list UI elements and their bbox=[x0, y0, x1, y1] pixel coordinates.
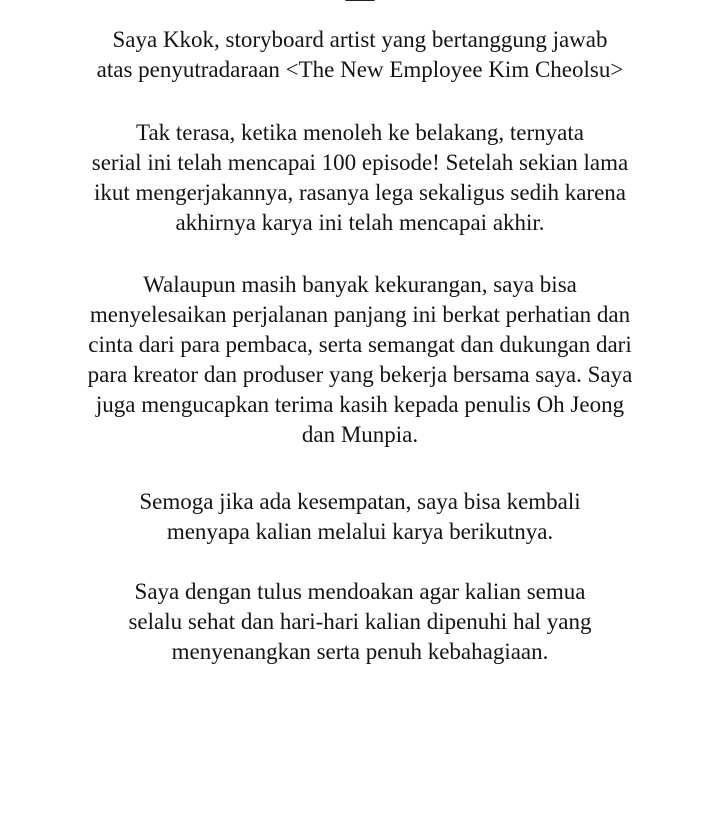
paragraph-line: juga mengucapkan terima kasih kepada penulis Oh Jeong bbox=[95, 392, 625, 417]
paragraph-5 bbox=[20, 577, 700, 667]
paragraph-line: menyenangkan serta penuh kebahagiaan. bbox=[171, 639, 549, 664]
paragraph-line: Saya dengan tulus mendoakan agar kalian semua bbox=[134, 579, 586, 604]
paragraph-line: cinta dari para pembaca, serta semangat dan dukungan dari bbox=[88, 332, 632, 357]
paragraph-line: para kreator dan produser yang bekerja bersama saya. Saya bbox=[87, 362, 633, 387]
paragraph-line: Tak terasa, ketika menoleh ke belakang, ternyata bbox=[136, 120, 584, 145]
paragraph-line: menyapa kalian melalui karya berikutnya. bbox=[166, 519, 554, 544]
paragraph-line: Saya Kkok, storyboard artist yang bertanggung jawab bbox=[112, 27, 608, 52]
cropped-text-fragment bbox=[330, 0, 390, 4]
paragraph-2 bbox=[20, 118, 700, 238]
paragraph-line: Walaupun masih banyak kekurangan, saya bisa bbox=[143, 272, 577, 297]
paragraph-line: menyelesaikan perjalanan panjang ini berkat perhatian dan bbox=[89, 302, 631, 327]
paragraph-line: Semoga jika ada kesempatan, saya bisa kembali bbox=[139, 489, 581, 514]
paragraph-line: dan Munpia. bbox=[301, 422, 419, 447]
paragraph-4 bbox=[20, 487, 700, 547]
paragraph-line: akhirnya karya ini telah mencapai akhir. bbox=[175, 210, 545, 235]
paragraph-3 bbox=[20, 270, 700, 450]
paragraph-line: atas penyutradaraan <The New Employee Kim Cheolsu> bbox=[96, 57, 624, 82]
paragraph-line: selalu sehat dan hari-hari kalian dipenuhi hal yang bbox=[128, 609, 592, 634]
paragraph-line: ikut mengerjakannya, rasanya lega sekaligus sedih karena bbox=[94, 180, 626, 205]
paragraph-line: serial ini telah mencapai 100 episode! Setelah sekian lama bbox=[91, 150, 629, 175]
paragraph-1 bbox=[20, 25, 700, 85]
